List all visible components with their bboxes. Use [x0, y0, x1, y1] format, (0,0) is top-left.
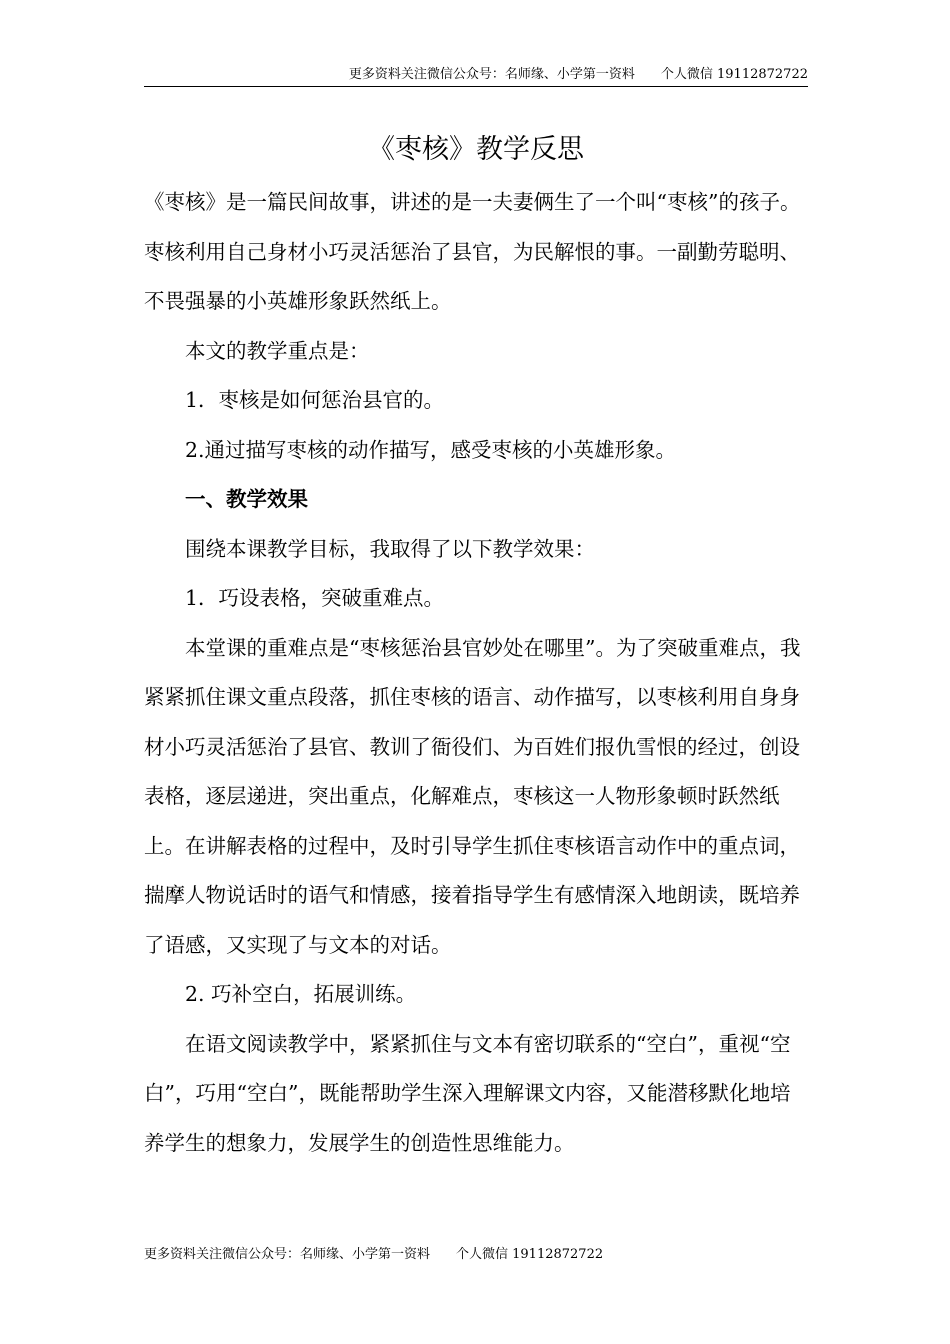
- subheading-2: 2. 巧补空白，拓展训练。: [185, 982, 417, 1006]
- section-heading: 一、教学效果: [185, 487, 308, 511]
- blank-filling-paragraph: 在语文阅读教学中，紧紧抓住与文本有密切联系的“空白”，重视“空白”，巧用“空白”，既能帮助学生深入理解课文内容，又能潜移默化地培养学生的想象力，发展学生的创造性思维能力。: [144, 1031, 791, 1155]
- document-title: 《枣核》教学反思: [368, 134, 584, 165]
- effect-intro-paragraph: 围绕本课教学目标，我取得了以下教学效果：: [185, 536, 595, 561]
- document-body: [144, 178, 808, 1168]
- focus-point-1: 1．枣核是如何惩治县官的。: [185, 388, 445, 412]
- page-footer: 更多资料关注微信公众号：名师缘、小学第一资料 个人微信 19112872722: [144, 1247, 604, 1262]
- subheading-1: 1．巧设表格，突破重难点。: [185, 586, 445, 610]
- focus-point-2: 2.通过描写枣核的动作描写，感受枣核的小英雄形象。: [185, 437, 677, 462]
- table-method-paragraph: 本堂课的重难点是“枣核惩治县官妙处在哪里”。为了突破重难点，我紧紧抓住课文重点段落，抓住枣核的语言、动作描写，以枣核利用自身身材小巧灵活惩治了县官、教训了衙役们、为百姓们报仇雪恨的经过，创设表格，逐层递进，突出重点，化解难点，枣核这一人物形象顿时跃然纸上。在讲解表格的过程中，及时引导学生抓住枣核语言动作中的重点词，揣摩人物说话时的语气和情感，接着指导学生有感情深入地朗读，既培养了语感，又实现了与文本的对话。: [144, 635, 801, 957]
- page-header: 更多资料关注微信公众号：名师缘、小学第一资料 个人微信 19112872722: [348, 67, 808, 82]
- focus-intro-paragraph: 本文的教学重点是：: [185, 338, 370, 363]
- header-divider: [144, 86, 808, 87]
- intro-paragraph: 《枣核》是一篇民间故事，讲述的是一夫妻俩生了一个叫“枣核”的孩子。枣核利用自己身材小巧灵活惩治了县官，为民解恨的事。一副勤劳聪明、不畏强暴的小英雄形象跃然纸上。: [144, 190, 801, 313]
